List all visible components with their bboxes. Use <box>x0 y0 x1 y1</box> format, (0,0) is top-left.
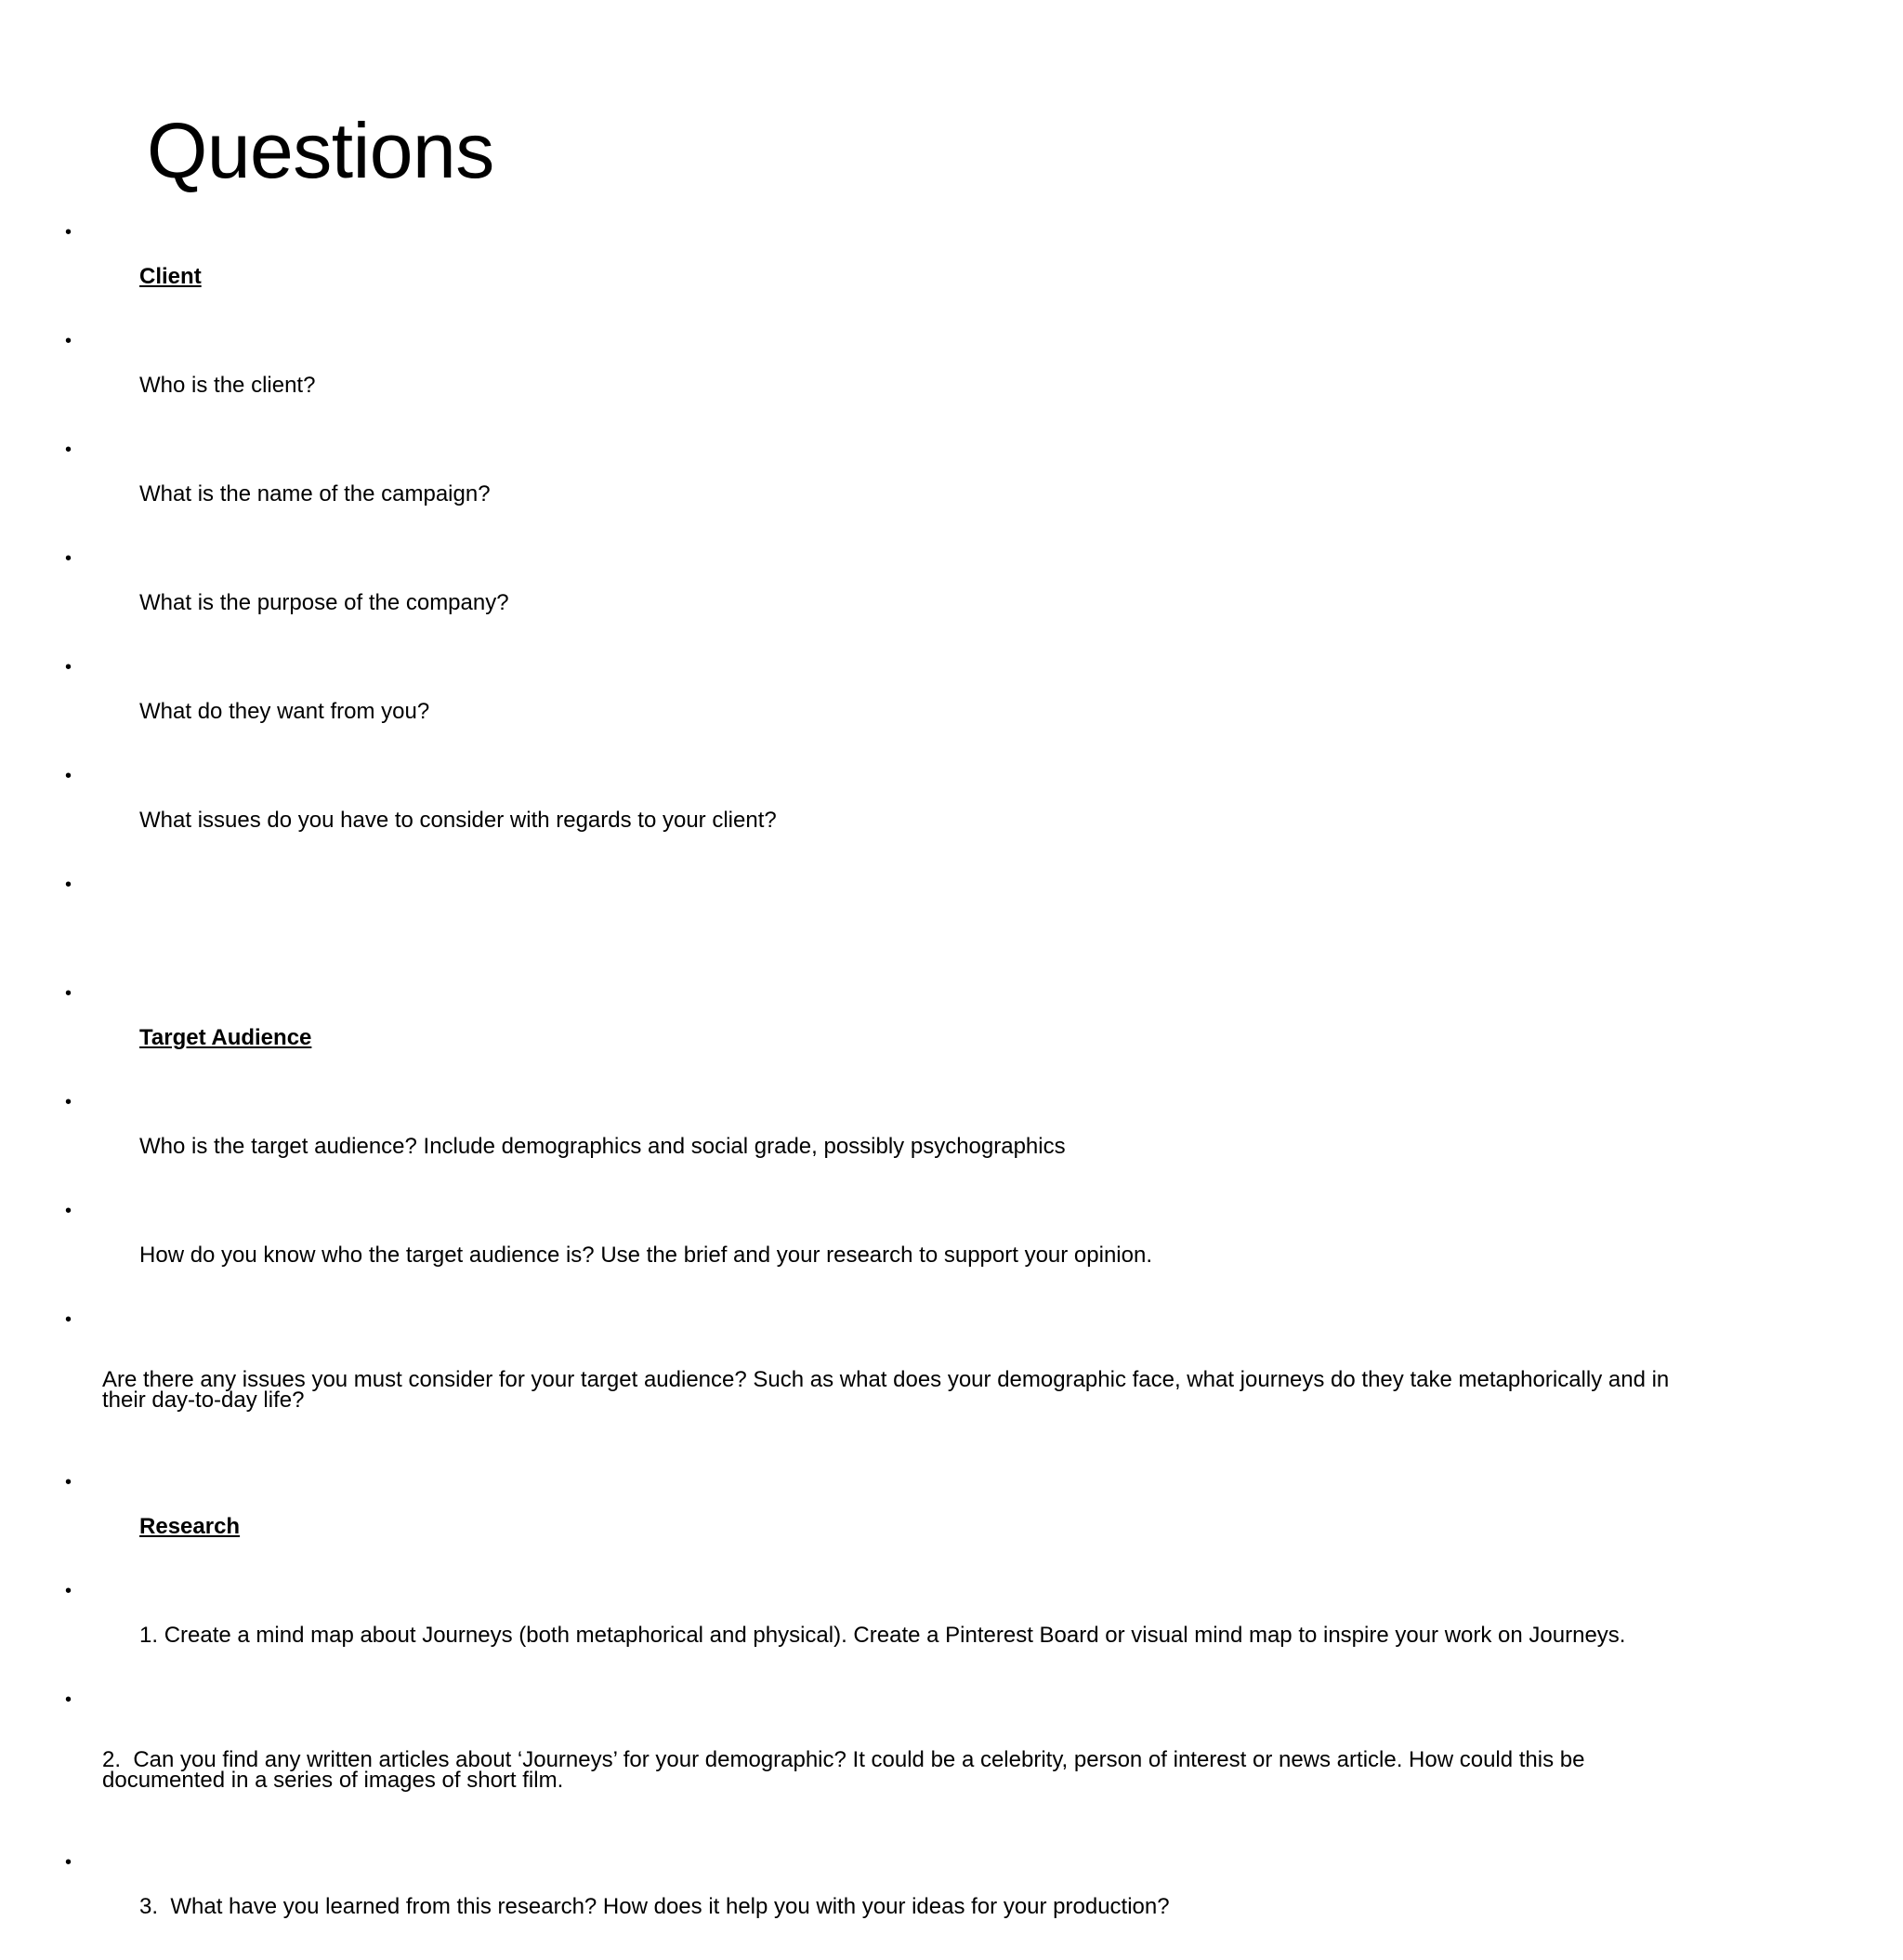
bullet-icon: • <box>65 331 72 351</box>
bullet-text: Who is the target audience? Include demographics and social grade, possibly psychographics <box>139 1134 1066 1159</box>
bullet-text: Are there any issues you must consider for your target audience? Such as what does your demographic face, what journeys do they take metaphorically and in their day-to-day life? <box>102 1367 1675 1413</box>
bullet-icon: • <box>65 983 72 1004</box>
list-item <box>65 1851 1719 1940</box>
bullet-text: 1. Create a mind map about Journeys (both metaphorical and physical). Create a Pinterest Board or visual mind map to inspire your work on Journeys. <box>139 1623 1626 1648</box>
list-item <box>65 439 1719 528</box>
bullet-icon: • <box>65 1092 72 1112</box>
bullet-text: 2. Can you find any written articles about ‘Journeys’ for your demographic? It could be a celebrity, person of interest or news article. How could this be documented in a series of images of short film. <box>102 1747 1592 1793</box>
bullet-icon: • <box>65 1690 72 1710</box>
bullet-icon: • <box>65 1852 72 1873</box>
list-item <box>65 1200 1719 1289</box>
bullet-icon: • <box>65 875 72 895</box>
list-item <box>65 1091 1719 1180</box>
bullet-icon: • <box>65 1309 72 1330</box>
bullet-icon: • <box>65 1472 72 1493</box>
bullet-list <box>65 221 1719 1960</box>
bullet-text: How do you know who the target audience is? Use the brief and your research to support your opinion. <box>139 1243 1152 1268</box>
bullet-text: What is the purpose of the company? <box>139 590 509 615</box>
bullet-text: What is the name of the campaign? <box>139 481 491 506</box>
bullet-text: Research <box>139 1514 241 1539</box>
list-item <box>65 1689 1719 1832</box>
bullet-icon: • <box>65 1201 72 1221</box>
bullet-text: Client <box>139 264 202 289</box>
bullet-text: What do they want from you? <box>139 699 430 724</box>
list-item <box>65 656 1719 745</box>
bullet-text: 3. What have you learned from this research? How does it help you with your ideas for your production? <box>139 1894 1170 1919</box>
bullet-icon: • <box>65 548 72 569</box>
section-heading-client <box>65 221 1719 310</box>
list-item <box>65 765 1719 854</box>
list-item <box>65 547 1719 637</box>
section-heading-research <box>65 1471 1719 1560</box>
bullet-text: Target Audience <box>139 1025 312 1050</box>
bullet-text: What issues do you have to consider with regards to your client? <box>139 808 777 833</box>
bullet-icon: • <box>65 440 72 460</box>
section-heading-target-audience <box>65 982 1719 1072</box>
list-item <box>65 1309 1719 1452</box>
slide-title: Questions <box>147 107 494 194</box>
bullet-icon: • <box>65 1581 72 1601</box>
list-item <box>65 330 1719 419</box>
list-item <box>65 1580 1719 1669</box>
list-item-empty <box>65 874 1719 963</box>
bullet-icon: • <box>65 657 72 677</box>
bullet-icon: • <box>65 766 72 786</box>
bullet-text: Who is the client? <box>139 373 316 398</box>
bullet-icon: • <box>65 222 72 243</box>
